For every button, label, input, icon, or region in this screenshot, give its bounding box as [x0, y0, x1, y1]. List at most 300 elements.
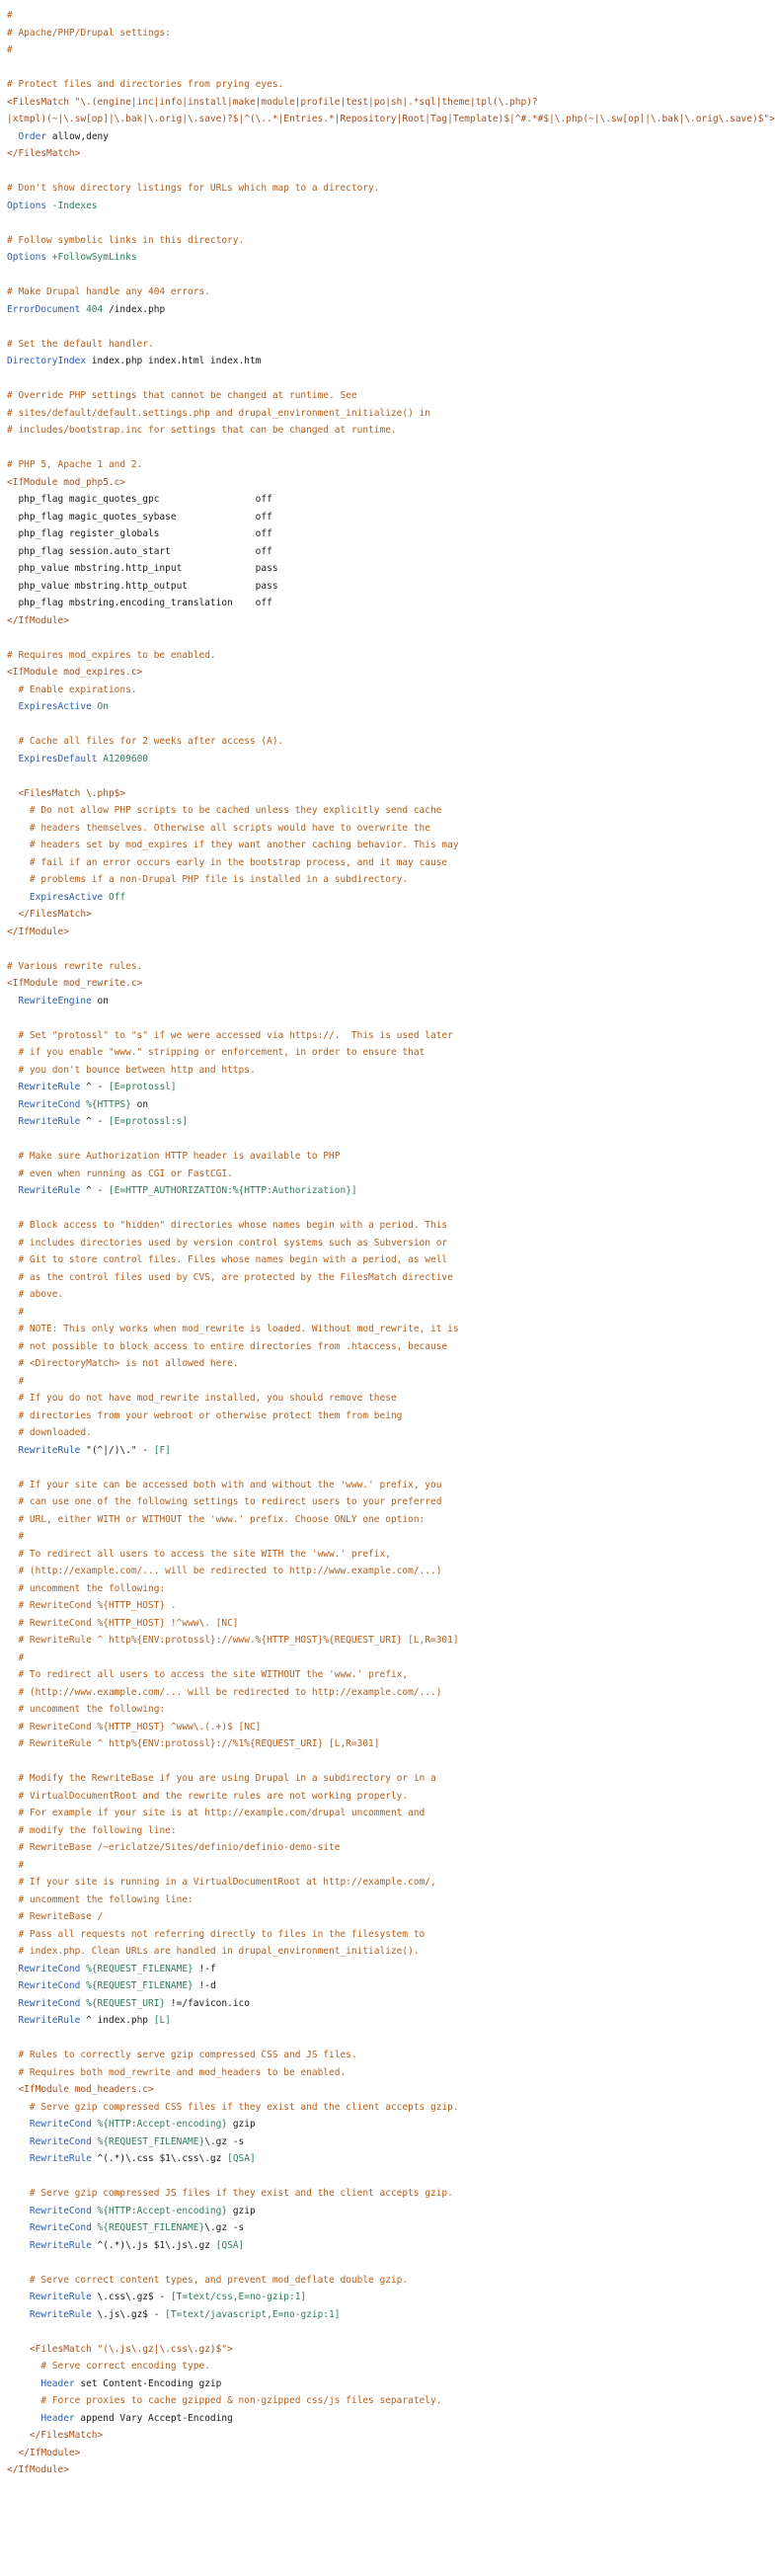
comment-token: # For example if your site is at http://example.com/drupal uncomment and [18, 1808, 426, 1818]
text-token: set Content-Encoding gzip [74, 2377, 222, 2389]
code-line [7, 1009, 587, 1027]
comment-token: # Serve correct encoding type. [40, 2361, 210, 2372]
code-line [7, 2047, 587, 2064]
directive-token: Options [7, 252, 47, 263]
text-token: on [130, 1098, 149, 1110]
code-line [7, 1563, 587, 1580]
code-line [7, 871, 587, 889]
comment-token: # [18, 1306, 25, 1318]
code-line [7, 525, 587, 543]
code-line [7, 612, 587, 630]
text-token [7, 1669, 18, 1680]
text-token: \.gz -s [204, 2135, 245, 2147]
code-line [7, 1528, 587, 1546]
code-line [7, 698, 587, 716]
code-line [7, 1546, 587, 1564]
comment-token: # NOTE: This only works when mod_rewrite is loaded. Without mod_rewrite, it is [18, 1324, 459, 1334]
code-line [7, 232, 587, 250]
comment-token: # Various rewrite rules. [7, 960, 143, 972]
comment-token: # uncomment the following: [18, 1582, 166, 1594]
code-line [7, 1113, 587, 1131]
text-token [7, 1082, 18, 1092]
comment-token: # PHP 5, Apache 1 and 2. [7, 459, 143, 470]
text-token [7, 2240, 30, 2251]
value-token: %{REQUEST_FILENAME} [97, 2135, 205, 2147]
code-line [7, 456, 587, 474]
code-line [7, 76, 587, 94]
code-view [7, 7, 775, 2479]
text-token [7, 2395, 40, 2406]
text-token [7, 1358, 18, 1369]
code-line [7, 1822, 587, 1840]
text-token [7, 2206, 30, 2216]
comment-token: # above. [18, 1289, 64, 1300]
code-line [7, 25, 587, 42]
code-line [7, 1650, 587, 1667]
text-token [7, 2378, 40, 2389]
code-line [7, 7, 587, 25]
text-token [7, 2448, 18, 2458]
directive-token: RewriteRule [29, 2239, 92, 2251]
code-line [7, 785, 587, 803]
comment-token: # can use one of the following settings to redirect users to your preferred [18, 1496, 442, 1507]
text-token [7, 1946, 18, 1957]
code-line [7, 1459, 587, 1477]
text-token [7, 1842, 18, 1853]
text-token [7, 2067, 18, 2078]
directive-token: ErrorDocument [7, 303, 81, 315]
code-line [7, 2133, 587, 2151]
code-line [7, 682, 587, 699]
code-line [7, 1788, 587, 1806]
directive-token: Options [7, 200, 47, 211]
text-token [7, 1254, 18, 1265]
directive-token: ExpiresActive [29, 891, 104, 903]
comment-token: # includes/bootstrap.inc for settings that can be changed at runtime. [7, 425, 397, 436]
text-token [7, 1825, 18, 1836]
code-line [7, 1597, 587, 1615]
text-token [7, 1410, 18, 1421]
comment-token: # VirtualDocumentRoot and the rewrite rules are not working properly. [18, 1790, 409, 1802]
directive-token: RewriteCond [29, 2222, 92, 2233]
text-token [7, 1307, 18, 1318]
text-token [7, 1998, 18, 2009]
text-token [7, 1964, 18, 1974]
code-line [7, 2358, 587, 2375]
text-token [7, 2344, 30, 2355]
code-line [7, 267, 587, 284]
text-token [7, 788, 18, 799]
code-line [7, 820, 587, 838]
text-token [7, 1583, 18, 1594]
tag-token: </IfModule> [7, 2464, 69, 2475]
text-token [7, 2309, 30, 2320]
text-token: php_flag magic_quotes_sybase off [7, 511, 272, 523]
value-token: [E=HTTP_AUTHORIZATION:%{HTTP:Authorization}] [108, 1185, 357, 1196]
code-line [7, 2289, 587, 2306]
text-token [7, 2102, 30, 2113]
code-line [7, 2081, 587, 2099]
comment-token: # Force proxies to cache gzipped & non-gzipped css/js files separately. [40, 2395, 442, 2406]
code-line [7, 318, 587, 336]
text-token [7, 1704, 18, 1715]
text-token [7, 2222, 30, 2233]
directive-token: RewriteRule [29, 2308, 92, 2320]
text-token [7, 1860, 18, 1871]
directive-token: RewriteCond [18, 1963, 81, 1974]
code-line [7, 1390, 587, 1408]
comment-token: # Protect files and directories from prying eyes. [7, 79, 284, 90]
comment-token: # (http://www.example.com/... will be redirected to http://example.com/...) [18, 1686, 442, 1698]
code-line [7, 1684, 587, 1702]
text-token: php_value mbstring.http_output pass [7, 580, 278, 592]
text-token [7, 2275, 30, 2286]
code-line [7, 906, 587, 924]
code-line [7, 301, 587, 319]
comment-token: # Make Drupal handle any 404 errors. [7, 286, 210, 297]
text-token [7, 754, 18, 765]
code-line [7, 2254, 587, 2272]
directive-token: DirectoryIndex [7, 356, 87, 366]
code-line [7, 2203, 587, 2220]
comment-token: # If your site is running in a VirtualDocumentRoot at http://example.com/, [18, 1877, 436, 1888]
text-token [7, 1652, 18, 1663]
code-line [7, 1477, 587, 1494]
text-token: \.js\.gz$ - [91, 2308, 166, 2320]
code-line [7, 440, 587, 457]
directive-token: RewriteCond [29, 2135, 92, 2147]
comment-token: # RewriteCond %{HTTP_HOST} !^www\. [NC] [18, 1617, 239, 1629]
text-token [7, 1618, 18, 1629]
code-line [7, 41, 587, 59]
text-token [7, 701, 18, 712]
comment-token: # [7, 44, 13, 55]
text-token [7, 1289, 18, 1300]
text-token [7, 2015, 18, 2026]
tag-token: <FilesMatch "(\.js\.gz|\.css\.gz)$"> [29, 2343, 233, 2355]
text-token [7, 131, 18, 142]
tag-token: <FilesMatch "\.(engine|inc|info|install|make|module|profile|test|po|sh|.*sql|theme|tpl(\.php)? [7, 96, 538, 108]
comment-token: # <DirectoryMatch> is not allowed here. [18, 1358, 239, 1369]
text-token [7, 1600, 18, 1611]
value-token: 404 [80, 303, 104, 315]
text-token [7, 1185, 18, 1196]
text-token: ^ - [80, 1185, 109, 1196]
comment-token: # Set "protossl" to "s" if we were accessed via https://. This is used later [18, 1029, 453, 1041]
code-line [7, 1217, 587, 1235]
text-token [7, 684, 18, 695]
code-line [7, 1408, 587, 1425]
text-token [7, 2050, 18, 2060]
code-line [7, 509, 587, 526]
text-token: ^ - [80, 1116, 109, 1127]
text-token [7, 2084, 18, 2095]
code-line [7, 2272, 587, 2290]
code-line [7, 629, 587, 647]
text-token: \.gz -s [204, 2222, 245, 2233]
text-token [7, 1220, 18, 1231]
tag-token: <IfModule mod_rewrite.c> [7, 978, 143, 989]
code-line [7, 1805, 587, 1822]
code-line [7, 975, 587, 993]
comment-token: # Follow symbolic links in this directory. [7, 234, 245, 246]
text-token: append Vary Accept-Encoding [74, 2412, 233, 2424]
text-token: !-d [193, 1980, 216, 1991]
text-token: gzip [227, 2119, 256, 2130]
directive-token: RewriteRule [18, 1444, 81, 1456]
code-line [7, 2375, 587, 2393]
comment-token: # To redirect all users to access the site WITH the 'www.' prefix, [18, 1548, 391, 1560]
value-token: [E=protossl] [108, 1082, 177, 1092]
code-line [7, 1424, 587, 1442]
text-token [7, 1911, 18, 1922]
value-token: [T=text/javascript,E=no-gzip:1] [165, 2308, 341, 2320]
code-line [7, 1632, 587, 1650]
directive-token: RewriteRule [29, 2292, 92, 2302]
value-token: -Indexes [46, 200, 98, 211]
comment-token: # Block access to "hidden" directories whose names begin with a period. This [18, 1220, 448, 1231]
code-line [7, 214, 587, 232]
text-token [7, 2188, 30, 2199]
code-line [7, 1044, 587, 1062]
code-line [7, 1182, 587, 1200]
comment-token: # [18, 1651, 25, 1663]
text-token [7, 840, 30, 850]
directive-token: Header [40, 2377, 75, 2389]
text-token [7, 2430, 30, 2441]
text-token [7, 1687, 18, 1698]
text-token [7, 1116, 18, 1127]
comment-token: # uncomment the following: [18, 1704, 166, 1715]
text-token [7, 805, 30, 816]
code-line [7, 163, 587, 181]
text-token: index.php index.html index.htm [86, 356, 262, 366]
comment-token: # Git to store control files. Files whose names begin with a period, as well [18, 1254, 448, 1265]
text-token [7, 1722, 18, 1732]
code-line [7, 491, 587, 509]
code-line [7, 1857, 587, 1875]
code-line [7, 2185, 587, 2203]
code-line [7, 1131, 587, 1149]
text-token [7, 2119, 30, 2130]
value-token: %{HTTPS} [86, 1098, 131, 1110]
code-line [7, 1148, 587, 1166]
comment-token: # [18, 1531, 25, 1542]
text-token [7, 1877, 18, 1888]
comment-token: # If you do not have mod_rewrite installed, you should remove these [18, 1393, 397, 1404]
code-line [7, 543, 587, 561]
value-token: %{REQUEST_URI} [86, 1997, 166, 2009]
value-token: On [91, 701, 109, 712]
code-line [7, 802, 587, 820]
code-line [7, 1251, 587, 1269]
code-line [7, 1977, 587, 1995]
comment-token: # [18, 1375, 25, 1387]
code-line [7, 1701, 587, 1719]
text-token [7, 1549, 18, 1560]
directive-token: RewriteCond [18, 1997, 81, 2009]
code-line [7, 2461, 587, 2479]
comment-token: # Do not allow PHP scripts to be cached unless they explicitly send cache [29, 805, 442, 816]
code-line [7, 1373, 587, 1391]
text-token [7, 1151, 18, 1162]
comment-token: # sites/default/default.settings.php and drupal_environment_initialize() in [7, 407, 430, 419]
comment-token: # RewriteCond %{HTTP_HOST} ^www\.(.+)$ [NC] [18, 1721, 262, 1732]
code-line [7, 94, 587, 112]
text-token [7, 1531, 18, 1542]
code-line [7, 1235, 587, 1252]
code-line [7, 405, 587, 423]
code-line [7, 1874, 587, 1892]
tag-token: <IfModule mod_php5.c> [7, 476, 126, 488]
comment-token: # modify the following line: [18, 1824, 177, 1836]
code-line [7, 595, 587, 612]
text-token [7, 1341, 18, 1352]
comment-token: # even when running as CGI or FastCGI. [18, 1167, 233, 1179]
text-token [7, 857, 30, 868]
comment-token: # Cache all files for 2 weeks after access (A). [18, 736, 284, 747]
code-line [7, 1269, 587, 1287]
value-token: A1209600 [97, 753, 149, 765]
code-line [7, 647, 587, 665]
comment-token: # [7, 10, 13, 21]
code-line [7, 145, 587, 163]
code-line [7, 2392, 587, 2410]
code-line [7, 1943, 587, 1961]
text-token [7, 1376, 18, 1387]
comment-token: # RewriteBase / [18, 1911, 104, 1922]
text-token [7, 909, 18, 920]
text-token [7, 1099, 18, 1110]
tag-token: </IfModule> [18, 2447, 81, 2458]
tag-token: </FilesMatch> [7, 148, 81, 159]
comment-token: # Modify the RewriteBase if you are using Drupal in a subdirectory or in a [18, 1773, 436, 1784]
comment-token: # Serve gzip compressed JS files if they exist and the client accepts gzip. [29, 2188, 453, 2199]
comment-token: # RewriteRule ^ http%{ENV:protossl}://%1%{REQUEST_URI} [L,R=301] [18, 1738, 380, 1749]
text-token [7, 892, 30, 903]
text-token [7, 1496, 18, 1507]
value-token: %{REQUEST_FILENAME} [86, 1980, 194, 1991]
text-token: ^(.*)\.js $1\.js\.gz [91, 2239, 216, 2251]
text-token [7, 1566, 18, 1576]
text-token [7, 1791, 18, 1802]
code-line [7, 716, 587, 734]
text-token [7, 1894, 18, 1905]
comment-token: # URL, either WITH or WITHOUT the 'www.' prefix. Choose ONLY one option: [18, 1513, 426, 1525]
text-token [7, 1238, 18, 1248]
code-line [7, 198, 587, 215]
code-line [7, 1666, 587, 1684]
text-token [7, 1427, 18, 1438]
code-line [7, 1995, 587, 2013]
code-line [7, 1355, 587, 1373]
code-line [7, 2064, 587, 2082]
code-line [7, 422, 587, 440]
tag-token: <IfModule mod_expires.c> [7, 667, 143, 678]
code-line [7, 59, 587, 77]
comment-token: # Requires both mod_rewrite and mod_headers to be enabled. [18, 2066, 347, 2078]
code-line [7, 1304, 587, 1322]
code-line [7, 751, 587, 768]
text-token [7, 1324, 18, 1334]
text-token: \.css\.gz$ - [91, 2292, 171, 2302]
value-token: +FollowSymLinks [46, 252, 137, 263]
directive-token: RewriteCond [29, 2205, 92, 2216]
tag-token: </FilesMatch> [29, 2430, 104, 2441]
code-line [7, 2306, 587, 2324]
code-line [7, 1166, 587, 1183]
code-line [7, 2427, 587, 2445]
value-token: %{HTTP:Accept-encoding} [97, 2119, 228, 2130]
comment-token: # If your site can be accessed both with and without the 'www.' prefix, you [18, 1479, 442, 1490]
text-token [7, 2361, 40, 2372]
comment-token: # Serve gzip compressed CSS files if they exist and the client accepts gzip. [29, 2101, 459, 2113]
comment-token: # RewriteCond %{HTTP_HOST} . [18, 1600, 177, 1611]
directive-token: RewriteCond [18, 1980, 81, 1991]
value-token: [L] [153, 2015, 171, 2026]
text-token [7, 1168, 18, 1179]
directive-token: Order [18, 130, 47, 142]
value-token: %{REQUEST_FILENAME} [97, 2222, 205, 2233]
comment-token: # fail if an error occurs early in the bootstrap process, and it may cause [29, 856, 448, 868]
text-token [7, 1480, 18, 1490]
value-token: [T=text/css,E=no-gzip:1] [170, 2292, 307, 2302]
text-token: ^(.*)\.css $1\.css\.gz [91, 2153, 228, 2164]
code-line [7, 560, 587, 578]
value-token: [F] [153, 1444, 171, 1456]
comment-token: # To redirect all users to access the site WITHOUT the 'www.' prefix, [18, 1669, 409, 1680]
tag-token: |xtmpl)(~|\.sw[op]|\.bak|\.orig|\.save)?$|^(\..*|Entries.*|Repository|Root|Tag|Template)$|^#.*#$|\.php(~|\.sw[op]|\.bak|\.orig\.save)$"> [7, 114, 775, 124]
value-token: [E=protossl:s] [108, 1116, 189, 1127]
directive-token: RewriteCond [29, 2119, 92, 2130]
comment-token: # Set the default handler. [7, 338, 154, 350]
directive-token: RewriteRule [29, 2153, 92, 2164]
code-line [7, 2150, 587, 2168]
text-token: /index.php [103, 303, 166, 315]
code-line [7, 889, 587, 907]
code-line [7, 2445, 587, 2462]
code-line [7, 2030, 587, 2048]
code-line [7, 1493, 587, 1511]
comment-token: # Pass all requests not referring directly to files in the filesystem to [18, 1928, 426, 1940]
text-token [7, 2413, 40, 2424]
comment-token: # directories from your webroot or otherwise protect them from being [18, 1409, 403, 1421]
directive-token: RewriteRule [18, 1185, 81, 1196]
comment-token: # RewriteBase /~ericlatze/Sites/definio/definio-demo-site [18, 1842, 341, 1853]
tag-token: </IfModule> [7, 614, 69, 626]
value-token: Off [103, 891, 126, 903]
comment-token: # Enable expirations. [18, 684, 137, 695]
text-token [7, 1773, 18, 1784]
code-line [7, 1338, 587, 1356]
text-token: php_flag mbstring.encoding_translation off [7, 598, 272, 608]
text-token [7, 1030, 18, 1041]
text-token [7, 2292, 30, 2302]
text-token [7, 874, 30, 885]
code-line [7, 958, 587, 976]
directive-token: RewriteRule [18, 1116, 81, 1127]
text-token [7, 823, 30, 834]
directive-token: ExpiresDefault [18, 753, 98, 765]
comment-token: # [18, 1859, 25, 1871]
comment-token: # uncomment the following line: [18, 1893, 194, 1905]
code-line [7, 1719, 587, 1736]
code-line [7, 924, 587, 941]
text-token: "(^|/)\." - [80, 1444, 154, 1456]
code-line [7, 2168, 587, 2186]
code-line [7, 578, 587, 596]
code-line [7, 387, 587, 405]
